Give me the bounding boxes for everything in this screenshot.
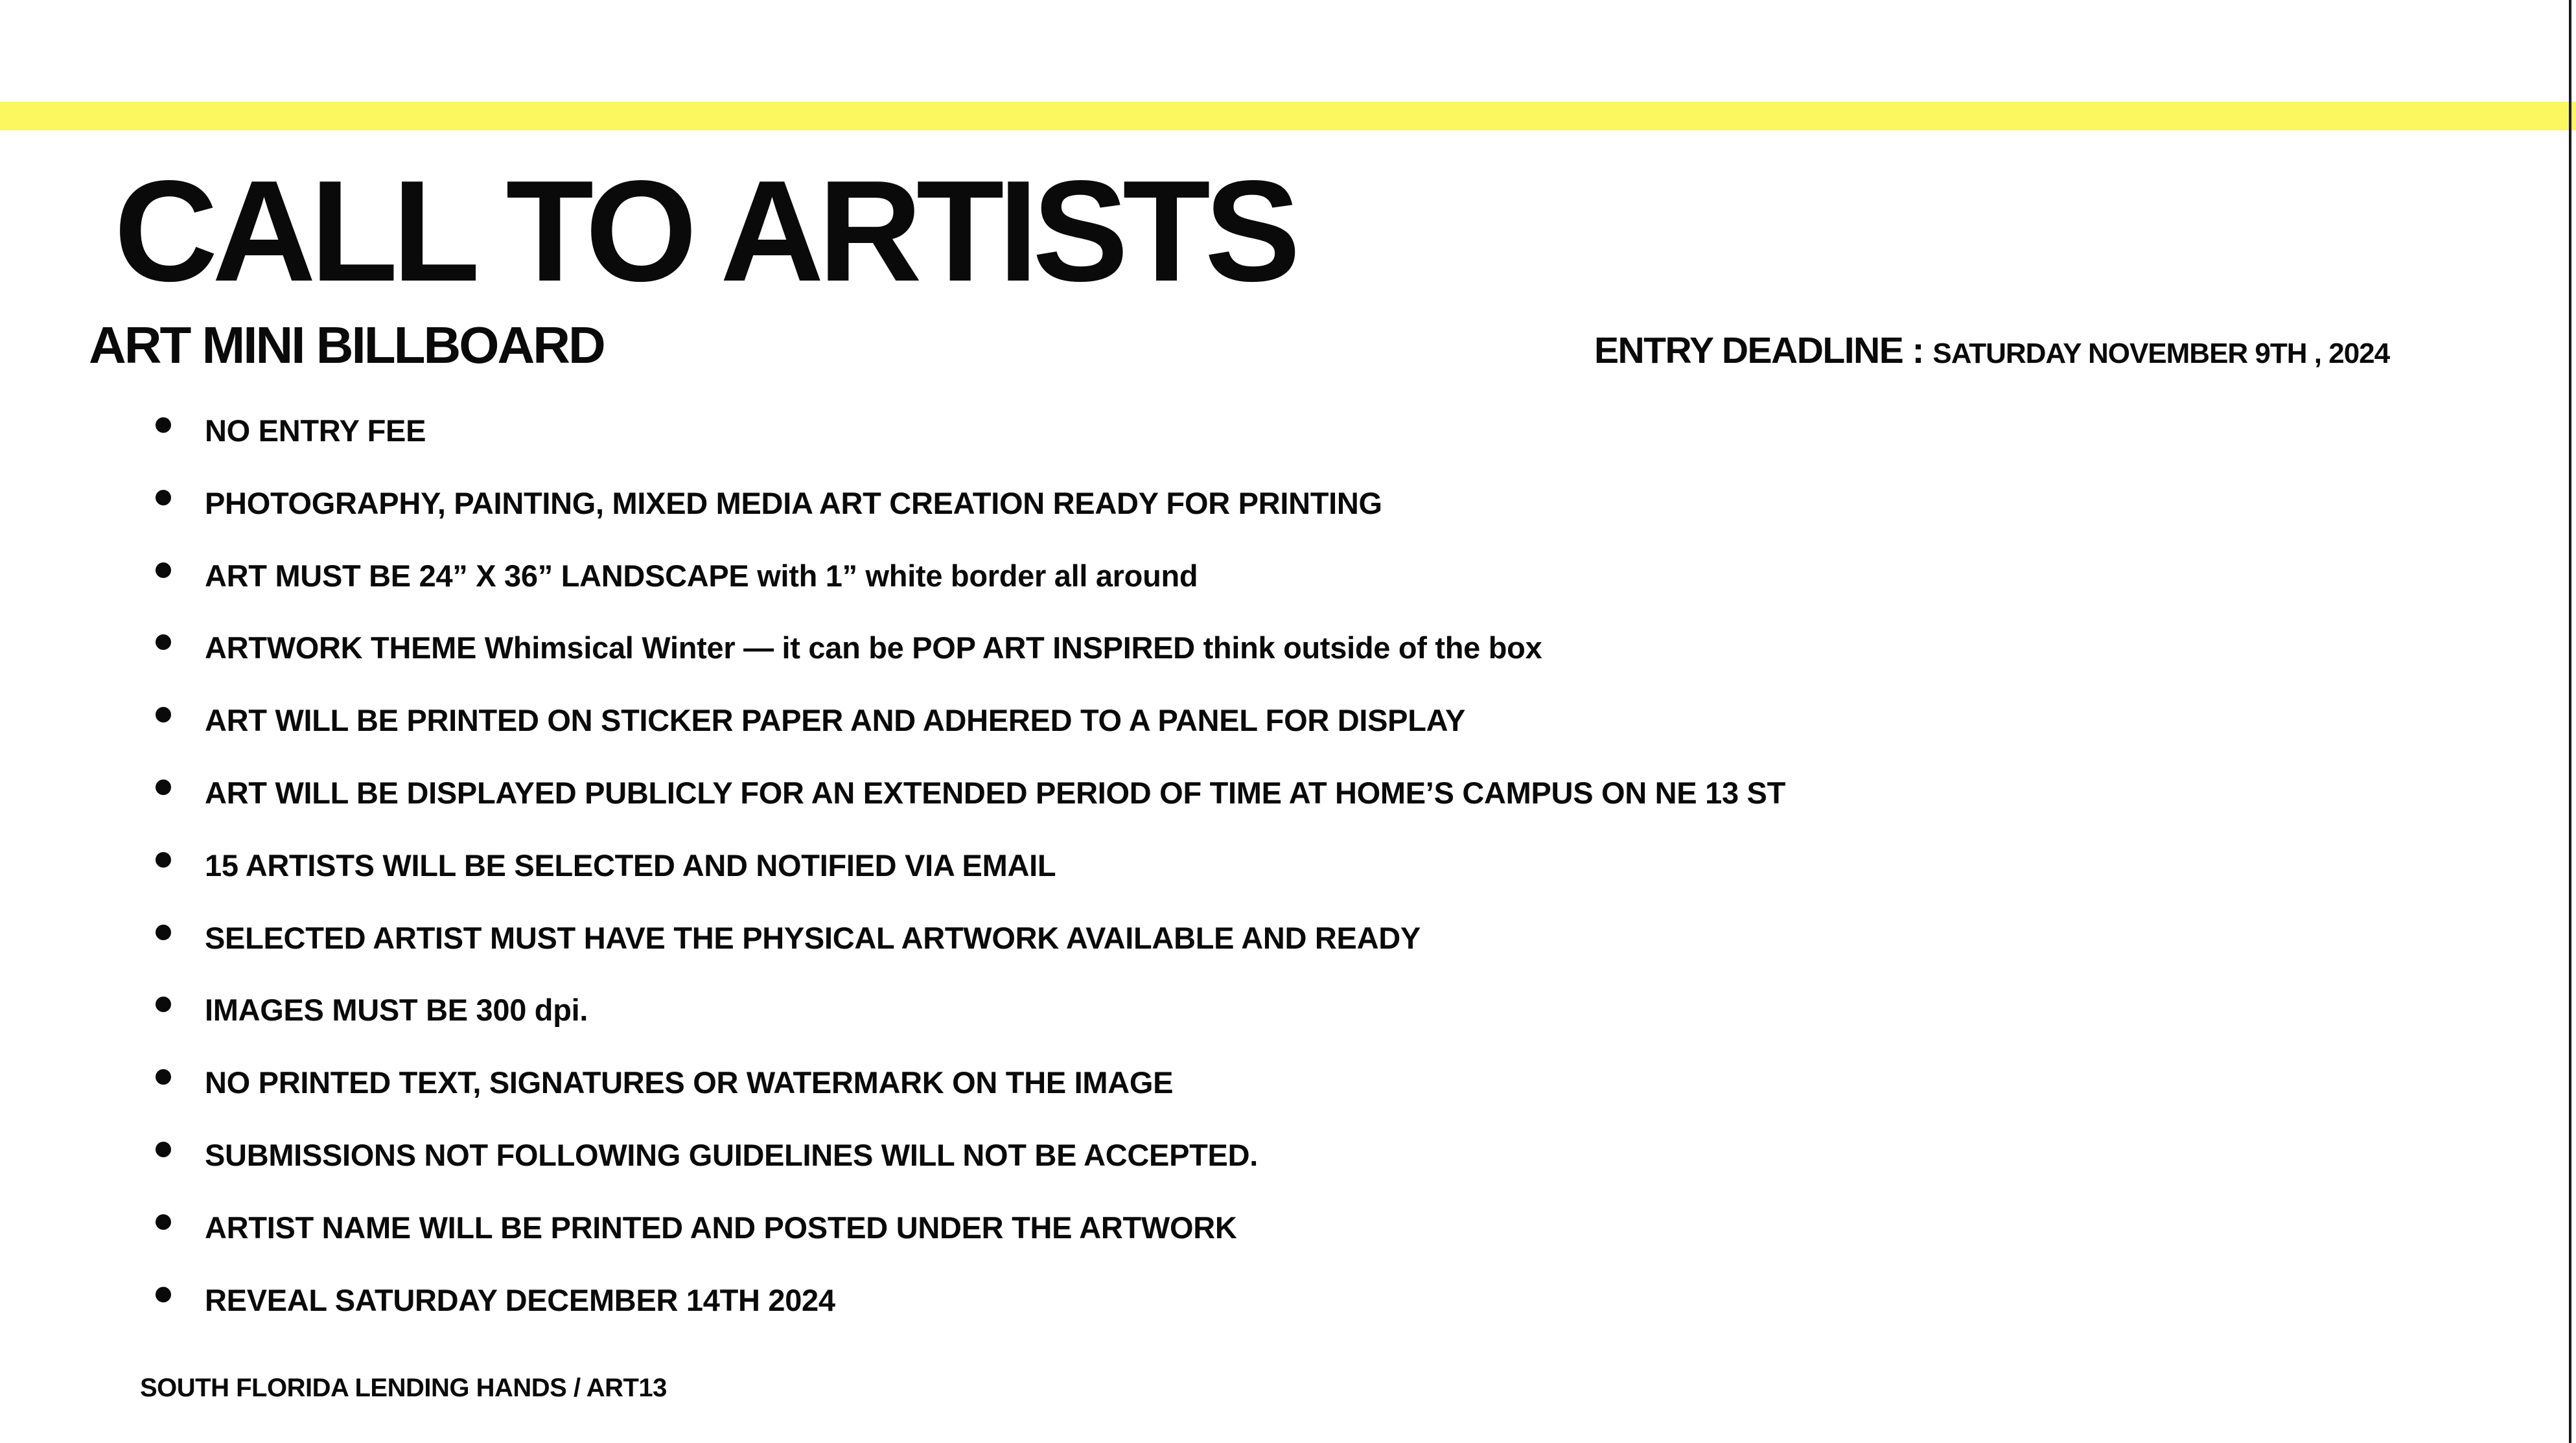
guideline-text: IMAGES MUST BE 300 dpi. <box>205 993 588 1027</box>
bullet-icon <box>156 634 171 650</box>
guideline-text: ART WILL BE PRINTED ON STICKER PAPER AND ADHERED TO A PANEL FOR DISPLAY <box>205 703 1466 737</box>
bullet-icon <box>156 852 171 868</box>
page-title: CALL TO ARTISTS <box>114 151 1295 312</box>
bullet-icon <box>156 562 171 578</box>
guideline-text: SELECTED ARTIST MUST HAVE THE PHYSICAL ARTWORK AVAILABLE AND READY <box>205 921 1421 955</box>
guideline-text: ART MUST BE 24” X 36” LANDSCAPE with 1” white border all around <box>205 559 1198 593</box>
guideline-text: ARTWORK THEME Whimsical Winter — it can be POP ART INSPIRED think outside of the box <box>205 630 1542 665</box>
bullet-icon <box>156 1214 171 1230</box>
guideline-text: PHOTOGRAPHY, PAINTING, MIXED MEDIA ART CREATION READY FOR PRINTING <box>205 486 1382 520</box>
guideline-text: REVEAL SATURDAY DECEMBER 14TH 2024 <box>205 1283 835 1317</box>
guideline-text: 15 ARTISTS WILL BE SELECTED AND NOTIFIED VIA EMAIL <box>205 848 1056 883</box>
guideline-text: SUBMISSIONS NOT FOLLOWING GUIDELINES WILL NOT BE ACCEPTED. <box>205 1138 1259 1172</box>
page-subtitle: ART MINI BILLBOARD <box>89 316 604 374</box>
guideline-text: ART WILL BE DISPLAYED PUBLICLY FOR AN EXTENDED PERIOD OF TIME AT HOME’S CAMPUS ON NE 13 ST <box>205 776 1786 810</box>
bullet-icon <box>156 417 171 433</box>
bullet-icon <box>156 1069 171 1085</box>
yellow-accent-bar <box>0 102 2576 130</box>
bullet-icon <box>156 779 171 795</box>
bullet-icon <box>156 1142 171 1157</box>
entry-deadline-label: ENTRY DEADLINE : <box>1594 330 1933 371</box>
bullet-icon <box>156 490 171 505</box>
bullet-icon <box>156 925 171 940</box>
bullet-icon <box>156 707 171 722</box>
guideline-text: ARTIST NAME WILL BE PRINTED AND POSTED UNDER THE ARTWORK <box>205 1210 1237 1245</box>
entry-deadline-date: SATURDAY NOVEMBER 9TH , 2024 <box>1932 338 2390 369</box>
entry-deadline <box>1594 328 2389 383</box>
bullet-icon <box>156 1287 171 1302</box>
guideline-text: NO PRINTED TEXT, SIGNATURES OR WATERMARK ON THE IMAGE <box>205 1065 1174 1100</box>
right-edge-divider <box>2569 0 2571 1443</box>
guideline-text: NO ENTRY FEE <box>205 413 426 448</box>
footer-credit: SOUTH FLORIDA LENDING HANDS / ART13 <box>140 1374 667 1402</box>
bullet-icon <box>156 997 171 1012</box>
